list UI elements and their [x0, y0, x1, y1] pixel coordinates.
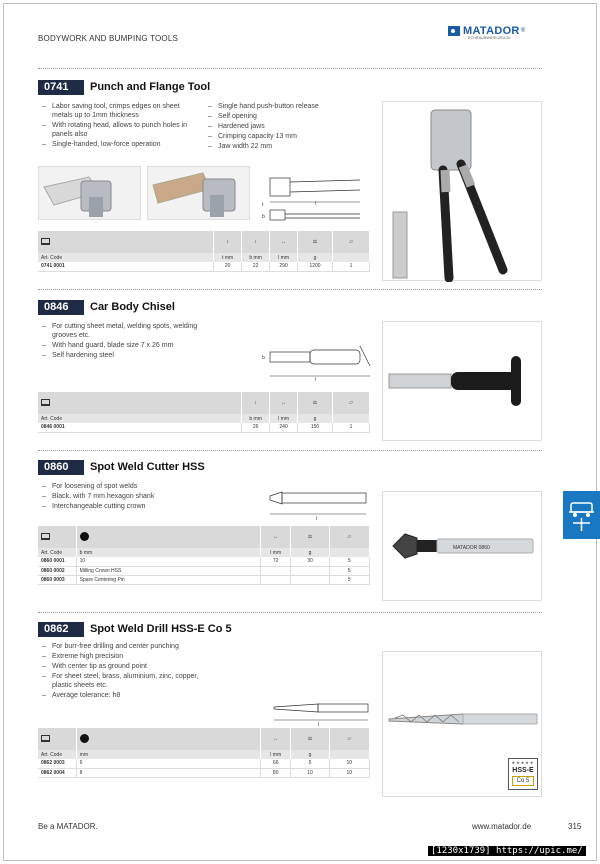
- usage-photo-2: [147, 166, 250, 220]
- column-header: b mm: [242, 253, 270, 262]
- product-label: MATADOR 0860: [453, 545, 490, 551]
- logo-subtitle: SCHRAUBWERKZEUGE: [468, 36, 511, 40]
- feature-item: – Crimping capacity 13 mm: [208, 132, 348, 141]
- column-header: t mm: [214, 253, 242, 262]
- scale-icon: ⚖: [298, 392, 333, 414]
- feature-item: – Interchangeable cutting crown: [42, 502, 212, 511]
- scale-icon: ⚖: [298, 231, 333, 253]
- spec-table-0846: [38, 392, 370, 433]
- table-row: [38, 566, 370, 575]
- badge-line-1: HSS-E: [512, 767, 534, 774]
- article-badge: 0741: [38, 80, 84, 95]
- image-watermark: [1230x1739] https://upic.me/: [428, 846, 586, 856]
- section-title: Spot Weld Cutter HSS: [90, 461, 205, 473]
- feature-item: – Self hardening steel: [42, 351, 202, 360]
- drill-dimension-drawing: [270, 698, 374, 728]
- column-header: g: [298, 253, 333, 262]
- cell: 5: [329, 575, 369, 584]
- column-header: l mm: [270, 414, 298, 423]
- spec-table-0862: [38, 728, 370, 778]
- section-0846: [38, 300, 543, 445]
- art-code-icon: [41, 399, 50, 406]
- column-header: l mm: [260, 548, 291, 557]
- feature-item: – Labor saving tool, crimps edges on sheet metals up to 1mm thickness: [42, 102, 192, 120]
- cell: Milling Crown HSS: [76, 566, 260, 575]
- page-number: 315: [568, 822, 582, 831]
- cell: 8: [76, 768, 260, 777]
- feature-list: [42, 322, 202, 361]
- product-image-0741: [382, 101, 542, 281]
- cell: 5: [329, 566, 369, 575]
- cell: 10: [76, 557, 260, 566]
- cell: 30: [291, 557, 329, 566]
- column-header: mm: [76, 750, 260, 759]
- width-icon: ↕: [242, 231, 270, 253]
- divider: [38, 612, 542, 613]
- usage-photo-1: [38, 166, 141, 220]
- length-icon: ↔: [270, 231, 298, 253]
- article-code: 0741 0001: [38, 262, 214, 271]
- column-header: [329, 548, 369, 557]
- cell: 290: [270, 262, 298, 271]
- product-image-0860: [382, 491, 542, 601]
- feature-list: [42, 642, 217, 701]
- cell: [291, 566, 329, 575]
- section-0860: [38, 460, 543, 605]
- article-code: 0846 0001: [38, 423, 242, 432]
- article-code: 0860 0003: [38, 575, 76, 584]
- column-header: [333, 253, 370, 262]
- diameter-icon: [80, 532, 89, 541]
- section-title: Spot Weld Drill HSS-E Co 5: [90, 623, 232, 635]
- thickness-icon: ↕: [214, 231, 242, 253]
- cell: 10: [329, 768, 369, 777]
- spot-weld-cutter-image: [383, 492, 543, 602]
- package-icon: ▱: [329, 526, 369, 548]
- feature-item: – For loosening of spot welds: [42, 482, 212, 491]
- column-header: Art. Code: [38, 253, 214, 262]
- table-row: [38, 262, 370, 271]
- column-header: b mm: [242, 414, 270, 423]
- svg-text:b: b: [262, 355, 265, 361]
- article-code: 0860 0001: [38, 557, 76, 566]
- feature-item: – Single hand push-button release: [208, 102, 348, 111]
- art-code-icon: [41, 533, 50, 540]
- crimp-tool-detail-image: [39, 167, 142, 221]
- cell: 6: [76, 759, 260, 768]
- feature-item: – Extreme high precision: [42, 652, 217, 661]
- cell: 26: [242, 423, 270, 432]
- article-code: 0860 0002: [38, 566, 76, 575]
- column-header: Art. Code: [38, 548, 76, 557]
- feature-item: – Self opening: [208, 112, 348, 121]
- divider: [38, 450, 542, 451]
- cell: Spare Centering Pin: [76, 575, 260, 584]
- hss-e-co5-badge: [508, 758, 538, 790]
- art-code-icon: [41, 735, 50, 742]
- cell: 1: [333, 423, 370, 432]
- section-title: Punch and Flange Tool: [90, 81, 211, 93]
- feature-item: – For sheet steel, brass, aluminium, zinc, copper, plastic sheets etc.: [42, 672, 217, 690]
- cell: 22: [242, 262, 270, 271]
- cell: 72: [260, 557, 291, 566]
- cell: 20: [214, 262, 242, 271]
- column-header: Art. Code: [38, 414, 242, 423]
- product-image-0846: [382, 321, 542, 441]
- table-row: [38, 423, 370, 432]
- category-side-tab: [563, 491, 600, 539]
- package-icon: ▱: [329, 728, 369, 750]
- badge-stars: ★★★★★: [511, 760, 535, 765]
- article-badge: 0846: [38, 300, 84, 315]
- cell: 80: [260, 768, 291, 777]
- cell: 10: [329, 759, 369, 768]
- feature-list-left: [42, 102, 192, 150]
- chisel-dimension-drawing: [260, 344, 378, 384]
- column-header: l mm: [270, 253, 298, 262]
- article-badge: 0862: [38, 622, 84, 637]
- feature-item: – For cutting sheet metal, welding spots, welding grooves etc.: [42, 322, 202, 340]
- svg-text:t: t: [262, 202, 264, 208]
- column-header: l mm: [260, 750, 291, 759]
- spot-weld-drill-image: [383, 652, 543, 742]
- article-code: 0862 0003: [38, 759, 76, 768]
- package-icon: ▱: [333, 231, 370, 253]
- scale-icon: ⚖: [291, 728, 329, 750]
- svg-text:l: l: [316, 516, 318, 522]
- cell: [291, 575, 329, 584]
- diameter-icon: [80, 734, 89, 743]
- badge-line-2: Co 5: [512, 776, 534, 786]
- feature-item: – With hand guard, blade size 7 x 26 mm: [42, 341, 202, 350]
- logo-mark-icon: [448, 26, 460, 36]
- length-icon: ↔: [260, 526, 291, 548]
- cell: 66: [260, 759, 291, 768]
- svg-text:l: l: [318, 722, 320, 728]
- column-header: Art. Code: [38, 750, 76, 759]
- svg-text:l: l: [315, 377, 317, 383]
- length-icon: ↔: [270, 392, 298, 414]
- feature-item: – For burr-free drilling and center punching: [42, 642, 217, 651]
- divider: [38, 68, 542, 69]
- table-row: [38, 557, 370, 566]
- column-header: g: [298, 414, 333, 423]
- logo-text: MATADOR: [463, 25, 520, 37]
- article-code: 0862 0004: [38, 768, 76, 777]
- section-0862: [38, 622, 543, 797]
- cell: 1: [333, 262, 370, 271]
- length-icon: ↔: [260, 728, 291, 750]
- feature-item: – With rotating head, allows to punch holes in panels also: [42, 121, 192, 139]
- feature-item: – Single-handed, low-force operation: [42, 140, 192, 149]
- column-header: [333, 414, 370, 423]
- cell: 10: [291, 768, 329, 777]
- spec-table-0741: [38, 231, 370, 272]
- divider: [38, 289, 542, 290]
- cell: [260, 575, 291, 584]
- svg-text:l: l: [315, 201, 317, 207]
- feature-item: – Hardened jaws: [208, 122, 348, 131]
- punch-tool-detail-image: [148, 167, 251, 221]
- cutter-dimension-drawing: [266, 486, 376, 522]
- cell: 1200: [298, 262, 333, 271]
- art-code-icon: [41, 238, 50, 245]
- spec-table-0860: [38, 526, 370, 585]
- column-header: g: [291, 548, 329, 557]
- column-header: g: [291, 750, 329, 759]
- feature-item: – Average tolerance: h8: [42, 691, 217, 700]
- tool-dimension-drawing: [260, 172, 370, 227]
- section-0741: [38, 80, 543, 280]
- scale-icon: ⚖: [291, 526, 329, 548]
- column-header: [329, 750, 369, 759]
- table-row: [38, 759, 370, 768]
- column-header: b mm: [76, 548, 260, 557]
- cell: 5: [329, 557, 369, 566]
- car-service-icon: [563, 491, 600, 539]
- punch-flange-tool-image: [383, 102, 543, 282]
- cell: 5: [291, 759, 329, 768]
- feature-item: – Jaw width 22 mm: [208, 142, 348, 151]
- car-body-chisel-image: [383, 322, 543, 442]
- logo-registered: ®: [520, 28, 526, 34]
- footer-slogan: Be a MATADOR.: [38, 822, 98, 831]
- table-row: [38, 575, 370, 584]
- article-badge: 0860: [38, 460, 84, 475]
- table-row: [38, 768, 370, 777]
- feature-item: – Black, with 7 mm hexagon shank: [42, 492, 212, 501]
- feature-list-right: [208, 102, 348, 152]
- cell: 150: [298, 423, 333, 432]
- cell: [260, 566, 291, 575]
- width-icon: ↕: [242, 392, 270, 414]
- package-icon: ▱: [333, 392, 370, 414]
- svg-text:b: b: [262, 214, 265, 220]
- feature-list: [42, 482, 212, 512]
- page-category-title: BODYWORK AND BUMPING TOOLS: [38, 34, 179, 43]
- footer-website-link[interactable]: www.matador.de: [472, 822, 532, 831]
- feature-item: – With center tip as ground point: [42, 662, 217, 671]
- cell: 240: [270, 423, 298, 432]
- section-title: Car Body Chisel: [90, 301, 175, 313]
